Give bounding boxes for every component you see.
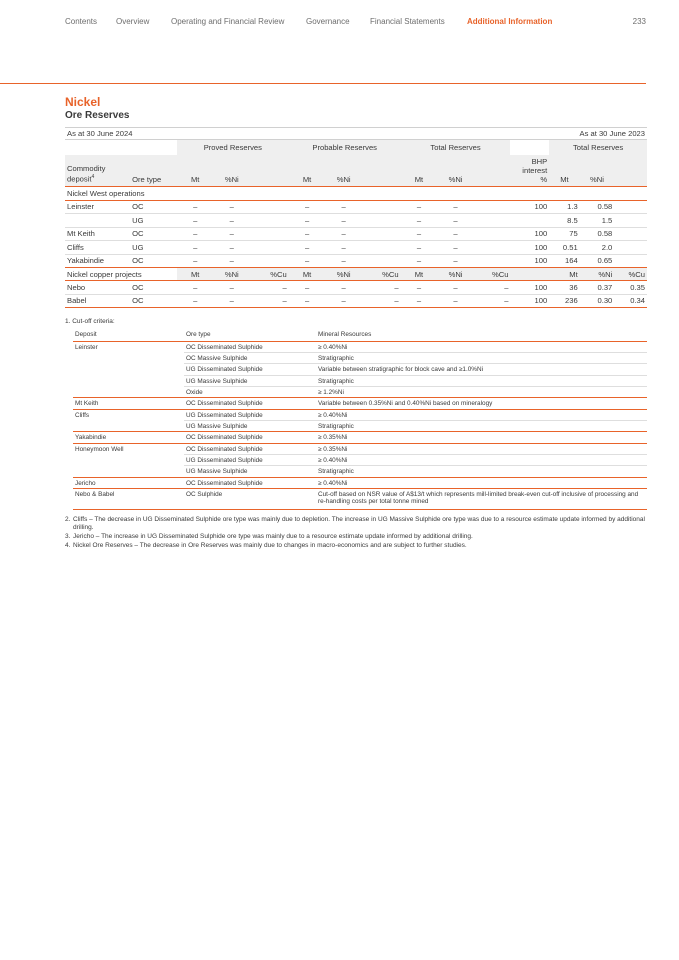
bhp-interest-cell: 100 <box>510 294 549 308</box>
page-subtitle: Ore Reserves <box>65 110 130 121</box>
cutoff-row <box>73 420 647 431</box>
total-mt-cell: – <box>401 281 438 295</box>
bhp-interest-cell: 100 <box>510 227 549 241</box>
prev-ni-cell: 0.65 <box>580 254 615 268</box>
empty-cell <box>474 241 511 255</box>
deposit-cell: Leinster <box>65 200 130 214</box>
cutoff-deposit-cell <box>73 364 184 375</box>
total-ni-cell: – <box>437 200 474 214</box>
table-row <box>65 281 647 295</box>
total-mt-header: Mt <box>401 155 438 187</box>
empty-cell <box>362 214 401 228</box>
deposit-cell: Yakabindie <box>65 254 130 268</box>
probable-cu-cell: – <box>362 294 401 308</box>
probable-ni-cell: – <box>325 227 362 241</box>
cutoff-ore-type-cell: UG Disseminated Sulphide <box>184 409 316 420</box>
cutoff-criteria-cell: Stratigraphic <box>316 466 647 477</box>
prev-cu-cell: 0.34 <box>614 294 647 308</box>
footnotes <box>65 516 647 551</box>
cutoff-row <box>73 341 647 352</box>
empty-cell <box>614 200 647 214</box>
empty-cell <box>250 214 289 228</box>
total-mt-cell: – <box>401 254 438 268</box>
proved-ni-cell: – <box>213 254 250 268</box>
proved-ni-cell: – <box>213 281 250 295</box>
cutoff-row <box>73 375 647 386</box>
cutoff-criteria-cell: Stratigraphic <box>316 420 647 431</box>
total-ni-cell: – <box>437 254 474 268</box>
cutoff-criteria-cell: ≥ 1.2%Ni <box>316 386 647 397</box>
proved-ni-header: %Ni <box>213 155 250 187</box>
proved-ni-cell: – <box>213 294 250 308</box>
cutoff-criteria-table <box>73 330 647 510</box>
cutoff-criteria-cell: ≥ 0.40%Ni <box>316 409 647 420</box>
empty-cell <box>362 241 401 255</box>
proved-mt-cell: – <box>177 294 214 308</box>
total-mt-cell: – <box>401 200 438 214</box>
proved-mt-cell: – <box>177 254 214 268</box>
ore-type-cell: OC <box>130 227 177 241</box>
probable-mt-cell: – <box>289 227 326 241</box>
as-at-2023-label: As at 30 June 2023 <box>549 128 647 140</box>
cutoff-ore-type-header: Ore type <box>184 330 316 341</box>
proved-ni-cell: – <box>213 214 250 228</box>
cutoff-deposit-cell <box>73 420 184 431</box>
empty-cell <box>474 214 511 228</box>
prev-ni-cell: 0.58 <box>580 227 615 241</box>
total-ni-header: %Ni <box>437 155 474 187</box>
probable-ni-cell: – <box>325 281 362 295</box>
total-mt-cell: – <box>401 241 438 255</box>
nav-overview[interactable]: Overview <box>116 17 150 26</box>
ore-type-header: Ore type <box>130 155 177 187</box>
page-number: 233 <box>632 17 646 26</box>
empty-cell <box>250 254 289 268</box>
nickel-west-rows <box>65 200 647 268</box>
group-header-row <box>65 140 647 155</box>
bhp-interest-cell <box>510 214 549 228</box>
proved-reserves-header: Proved Reserves <box>177 140 289 155</box>
nav-contents[interactable]: Contents <box>65 17 98 26</box>
total-reserves-header: Total Reserves <box>401 140 511 155</box>
empty-cell <box>614 241 647 255</box>
prev-ni-cell: 0.58 <box>580 200 615 214</box>
ore-type-cell: OC <box>130 294 177 308</box>
section-nickel-copper: Nickel copper projects Mt %Ni %Cu Mt %Ni %Cu Mt %Ni %Cu Mt %Ni %Cu <box>67 269 645 279</box>
bhp-interest-header: BHP interest % <box>510 155 549 187</box>
prev-mt-cell: 36 <box>549 281 580 295</box>
bhp-interest-cell: 100 <box>510 254 549 268</box>
probable-ni-cell: – <box>325 214 362 228</box>
cutoff-ore-type-cell: OC Disseminated Sulphide <box>184 398 316 409</box>
probable-ni-cell: – <box>325 294 362 308</box>
probable-ni-cell: – <box>325 241 362 255</box>
cutoff-deposit-cell: Honeymoon Well <box>73 443 184 454</box>
probable-mt-header: Mt <box>289 155 326 187</box>
cutoff-deposit-header: Deposit <box>73 330 184 341</box>
cutoff-row <box>73 466 647 477</box>
prev-ni-cell: 2.0 <box>580 241 615 255</box>
ore-type-cell: OC <box>130 200 177 214</box>
nickel-copper-rows <box>65 281 647 308</box>
proved-mt-cell: – <box>177 200 214 214</box>
cutoff-ore-type-cell: Oxide <box>184 386 316 397</box>
cutoff-row <box>73 398 647 409</box>
bhp-interest-cell: 100 <box>510 281 549 295</box>
proved-mt-cell: – <box>177 241 214 255</box>
total-reserves-prev-header: Total Reserves <box>549 140 647 155</box>
prev-mt-cell: 1.3 <box>549 200 580 214</box>
empty-cell <box>474 200 511 214</box>
cutoff-row <box>73 409 647 420</box>
cutoff-criteria-cell: ≥ 0.40%Ni <box>318 343 348 351</box>
cutoff-row <box>73 443 647 454</box>
proved-mt-cell: – <box>177 281 214 295</box>
deposit-cell <box>65 214 130 228</box>
probable-cu-cell: – <box>362 281 401 295</box>
footnote-cutoff-criteria: 1. Cut-off criteria: <box>65 318 115 325</box>
probable-mt-cell: – <box>289 200 326 214</box>
proved-cu-cell: – <box>250 281 289 295</box>
cutoff-criteria-cell: Variable between stratigraphic for block cave and ≥1.0%Ni <box>316 364 647 375</box>
cutoff-row <box>73 477 647 488</box>
prev-mt-cell: 236 <box>549 294 580 308</box>
probable-mt-cell: – <box>289 254 326 268</box>
table-row <box>65 214 647 228</box>
cutoff-deposit-cell <box>73 352 184 363</box>
cutoff-row <box>73 352 647 363</box>
total-ni-cell: – <box>437 294 474 308</box>
empty-cell <box>362 200 401 214</box>
cutoff-ore-type-cell: UG Massive Sulphide <box>184 466 316 477</box>
empty-cell <box>250 241 289 255</box>
bhp-interest-cell: 100 <box>510 200 549 214</box>
cutoff-ore-type-cell: OC Disseminated Sulphide <box>184 432 316 443</box>
cutoff-row <box>73 454 647 465</box>
probable-mt-cell: – <box>289 281 326 295</box>
proved-mt-cell: – <box>177 227 214 241</box>
ore-reserves-table <box>65 127 647 308</box>
probable-mt-cell: – <box>289 294 326 308</box>
total-cu-cell: – <box>474 294 511 308</box>
as-at-row <box>65 128 647 140</box>
cutoff-deposit-cell: Cliffs <box>73 409 184 420</box>
nav-operating-review[interactable]: Operating and Financial Review <box>171 17 285 26</box>
cutoff-row <box>73 364 647 375</box>
cutoff-deposit-cell: Mt Keith <box>73 398 184 409</box>
cutoff-criteria-cell: Stratigraphic <box>316 352 647 363</box>
proved-ni-cell: – <box>213 200 250 214</box>
note-2: 2. Cliffs – The decrease in UG Disseminated Sulphide ore type was mainly due to depletion. The increase in UG Massive Sulphide ore type was due to a resource estimate update informed by additional drilling. <box>65 516 645 531</box>
cutoff-criteria-cell: ≥ 0.35%Ni <box>316 432 647 443</box>
cutoff-criteria-cell: Cut-off based on NSR value of A$13/t which represents mill-limited break-even cut-off inclusive of processing and re-handling costs per total tonne mined <box>316 488 647 509</box>
total-mt-cell: – <box>401 227 438 241</box>
deposit-cell: Mt Keith <box>65 227 130 241</box>
empty-cell <box>474 227 511 241</box>
probable-ni-cell: – <box>325 200 362 214</box>
commodity-deposit-header: Commodity deposit$^4$ <box>65 155 130 187</box>
ore-type-cell: UG <box>130 214 177 228</box>
table-row <box>65 200 647 214</box>
empty-cell <box>614 227 647 241</box>
cutoff-criteria-cell: Variable between 0.35%Ni and 0.40%Ni based on mineralogy <box>316 398 647 409</box>
cutoff-ore-type-cell: UG Disseminated Sulphide <box>184 454 316 465</box>
table-row <box>65 227 647 241</box>
cutoff-rows <box>73 341 647 509</box>
total-mt-cell: – <box>401 214 438 228</box>
prev-mt-cell: 8.5 <box>549 214 580 228</box>
proved-mt-cell: – <box>177 214 214 228</box>
cutoff-criteria-cell: ≥ 0.40%Ni <box>316 454 647 465</box>
ore-type-cell: OC <box>130 254 177 268</box>
total-ni-cell: – <box>437 281 474 295</box>
nav-additional-information[interactable]: Additional Information <box>467 17 553 26</box>
probable-mt-cell: – <box>289 214 326 228</box>
cutoff-deposit-cell: Jericho <box>73 477 184 488</box>
cutoff-ore-type-cell: UG Massive Sulphide <box>184 375 316 386</box>
empty-cell <box>474 254 511 268</box>
cutoff-header-row <box>73 330 647 341</box>
cutoff-row <box>73 386 647 397</box>
proved-ni-cell: – <box>213 241 250 255</box>
cutoff-ore-type-cell: OC Disseminated Sulphide <box>184 477 316 488</box>
section-nickel-west: Nickel West operations <box>65 187 647 201</box>
cutoff-criteria-cell: ≥ 0.40%Ni <box>316 477 647 488</box>
empty-cell <box>250 227 289 241</box>
cutoff-deposit-cell <box>73 454 184 465</box>
total-ni-cell: – <box>437 227 474 241</box>
prev-ni-cell: 1.5 <box>580 214 615 228</box>
prev-ni-cell: 0.37 <box>580 281 615 295</box>
cutoff-deposit-cell <box>73 375 184 386</box>
prev-ni-cell: 0.30 <box>580 294 615 308</box>
deposit-cell: Babel <box>65 294 130 308</box>
cutoff-deposit-cell: Nebo & Babel <box>73 488 184 509</box>
cutoff-ore-type-cell: UG Disseminated Sulphide <box>184 364 316 375</box>
prev-mt-cell: 0.51 <box>549 241 580 255</box>
cutoff-ore-type-cell: OC Sulphide <box>184 488 316 509</box>
empty-cell <box>614 254 647 268</box>
note-3: 3. Jericho – The increase in UG Disseminated Sulphide ore type was mainly due to a resource estimate update informed by additional drilling. <box>65 533 473 540</box>
cutoff-deposit-cell <box>73 466 184 477</box>
cutoff-criteria-cell: ≥ 0.35%Ni <box>316 443 647 454</box>
empty-cell <box>614 214 647 228</box>
cutoff-row <box>73 488 647 509</box>
total-mt-cell: – <box>401 294 438 308</box>
cutoff-criteria-cell: Stratigraphic <box>316 375 647 386</box>
cutoff-row <box>73 432 647 443</box>
deposit-cell: Nebo <box>65 281 130 295</box>
prev-ni-header: %Ni <box>580 155 615 187</box>
probable-reserves-header: Probable Reserves <box>289 140 401 155</box>
cutoff-deposit-cell: Leinster <box>75 343 98 351</box>
cutoff-deposit-cell <box>73 386 184 397</box>
ore-type-cell: OC <box>130 281 177 295</box>
prev-mt-cell: 164 <box>549 254 580 268</box>
cutoff-deposit-cell: Yakabindie <box>73 432 184 443</box>
table-row <box>65 241 647 255</box>
cutoff-ore-type-cell: OC Disseminated Sulphide <box>184 443 316 454</box>
proved-ni-cell: – <box>213 227 250 241</box>
proved-mt-header: Mt <box>177 155 214 187</box>
total-cu-cell: – <box>474 281 511 295</box>
nav-governance[interactable]: Governance <box>306 17 350 26</box>
cutoff-mineral-resources-header: Mineral Resources <box>316 330 647 341</box>
note-4: 4. Nickel Ore Reserves – The decrease in Ore Reserves was mainly due to changes in macro-economics and are subject to further studies. <box>65 542 467 549</box>
ore-type-cell: UG <box>130 241 177 255</box>
cutoff-ore-type-cell: UG Massive Sulphide <box>184 420 316 431</box>
table-row <box>65 294 647 308</box>
empty-cell <box>250 200 289 214</box>
proved-cu-cell: – <box>250 294 289 308</box>
prev-mt-header: Mt <box>549 155 580 187</box>
top-navigation <box>65 17 646 31</box>
cutoff-ore-type-cell: OC Massive Sulphide <box>184 352 316 363</box>
column-header-row <box>65 155 647 187</box>
empty-cell <box>362 254 401 268</box>
probable-ni-header: %Ni <box>325 155 362 187</box>
total-ni-cell: – <box>437 241 474 255</box>
empty-cell <box>362 227 401 241</box>
cutoff-ore-type-cell: OC Disseminated Sulphide <box>186 343 263 351</box>
probable-ni-cell: – <box>325 254 362 268</box>
as-at-2024-label: As at 30 June 2024 <box>65 128 549 140</box>
header-divider <box>0 83 646 84</box>
prev-cu-cell: 0.35 <box>614 281 647 295</box>
bhp-interest-cell: 100 <box>510 241 549 255</box>
total-ni-cell: – <box>437 214 474 228</box>
probable-mt-cell: – <box>289 241 326 255</box>
table-row <box>65 254 647 268</box>
page-title: Nickel <box>65 95 101 109</box>
deposit-cell: Cliffs <box>65 241 130 255</box>
prev-mt-cell: 75 <box>549 227 580 241</box>
nav-financial-statements[interactable]: Financial Statements <box>370 17 445 26</box>
